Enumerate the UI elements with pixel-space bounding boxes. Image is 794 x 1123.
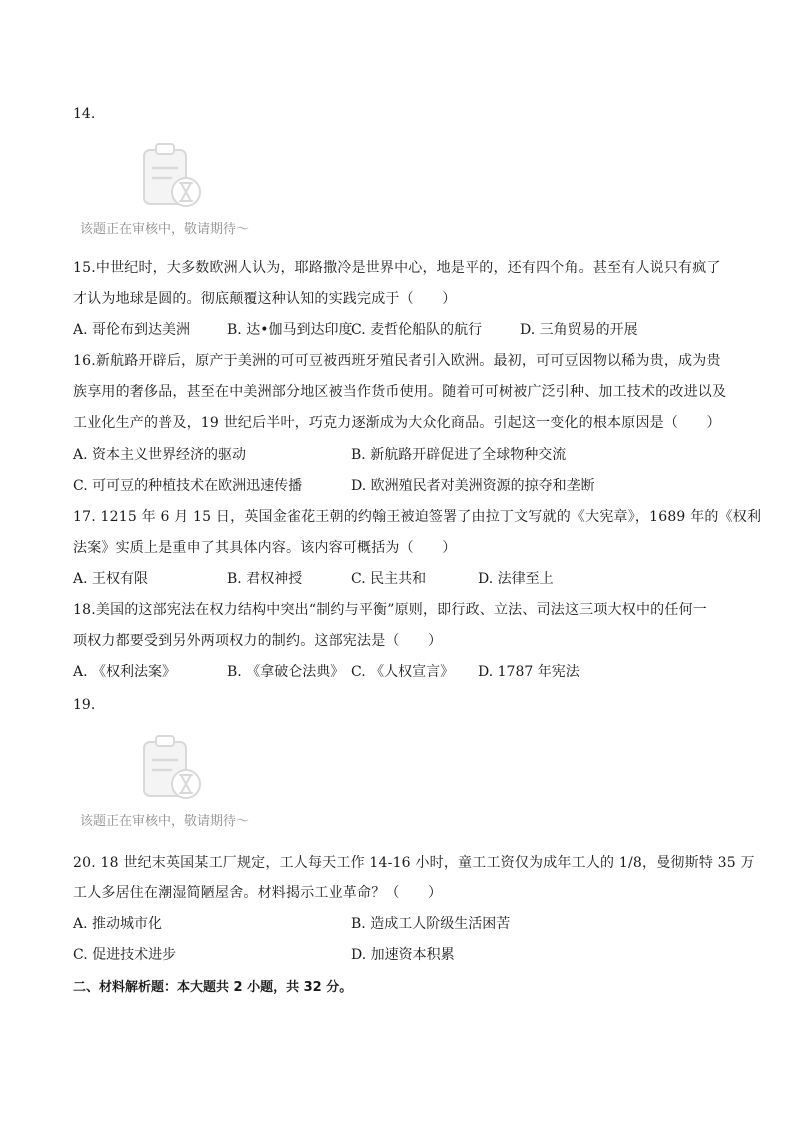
pending-review-block-14: [78, 142, 278, 242]
question-18-option-a[interactable]: A. 《权利法案》: [73, 664, 177, 680]
question-15-line-1: 15.中世纪时，大多数欧洲人认为，耶路撒冷是世界中心，地是平的，还有四个角。甚至有人说只有疯了: [73, 260, 721, 276]
question-19-number: 19.: [73, 697, 96, 713]
question-15-option-b[interactable]: B. 达•伽马到达印度: [227, 322, 353, 338]
question-17-line-1: 17. 1215 年 6 月 15 日，英国金雀花王朝的约翰王被迫签署了由拉丁文写就的《大宪章》，1689 年的《权利: [73, 509, 762, 525]
question-16-option-a[interactable]: A. 资本主义世界经济的驱动: [73, 447, 247, 463]
question-18-line-2: 项权力都要受到另外两项权力的制约。这部宪法是（ ）: [73, 633, 443, 649]
pending-review-text: 该题正在审核中，敬请期待～: [80, 814, 250, 829]
question-16-option-c[interactable]: C. 可可豆的种植技术在欧洲迅速传播: [73, 478, 303, 494]
clipboard-hourglass-icon: [140, 734, 206, 804]
question-20-line-1: 20. 18 世纪末英国某工厂规定，工人每天工作 14-16 小时，童工工资仅为成年工人的 1/8，曼彻斯特 35 万: [73, 855, 755, 871]
pending-review-block-19: [78, 734, 278, 834]
question-18-option-b[interactable]: B. 《拿破仑法典》: [227, 664, 345, 680]
clipboard-hourglass-icon: [140, 142, 206, 212]
question-20-option-c[interactable]: C. 促进技术进步: [73, 947, 177, 963]
question-17-line-2: 法案》实质上是重申了其具体内容。该内容可概括为（ ）: [73, 540, 457, 556]
question-18-option-d[interactable]: D. 1787 年宪法: [478, 664, 580, 680]
question-20-option-b[interactable]: B. 造成工人阶级生活困苦: [351, 916, 511, 932]
question-15-option-c[interactable]: C. 麦哲伦船队的航行: [351, 322, 483, 338]
question-17-option-b[interactable]: B. 君权神授: [227, 571, 303, 587]
pending-review-text: 该题正在审核中，敬请期待～: [80, 222, 250, 237]
question-16-line-2: 族享用的奢侈品，甚至在中美洲部分地区被当作货币使用。随着可可树被广泛引种、加工技术的改进以及: [73, 384, 727, 400]
question-20-option-a[interactable]: A. 推动城市化: [73, 916, 163, 932]
question-16-line-3: 工业化生产的普及，19 世纪后半叶，巧克力逐渐成为大众化商品。引起这一变化的根本原因是（ ）: [73, 415, 721, 431]
question-14-number: 14.: [73, 106, 96, 122]
question-15-option-d[interactable]: D. 三角贸易的开展: [520, 322, 638, 338]
question-20-line-2: 工人多居住在潮湿简陋屋舍。材料揭示工业革命？（ ）: [73, 885, 443, 901]
section-2-heading: 二、材料解析题：本大题共 2 小题，共 32 分。: [73, 980, 353, 995]
question-16-option-b[interactable]: B. 新航路开辟促进了全球物种交流: [351, 447, 567, 463]
question-17-option-c[interactable]: C. 民主共和: [351, 571, 427, 587]
question-20-option-d[interactable]: D. 加速资本积累: [351, 947, 455, 963]
question-18-option-c[interactable]: C. 《人权宣言》: [351, 664, 455, 680]
question-18-line-1: 18.美国的这部宪法在权力结构中突出“制约与平衡”原则，即行政、立法、司法这三项大权中的任何一: [73, 602, 707, 618]
question-17-option-d[interactable]: D. 法律至上: [478, 571, 554, 587]
question-15-option-a[interactable]: A. 哥伦布到达美洲: [73, 322, 191, 338]
question-17-option-a[interactable]: A. 王权有限: [73, 571, 149, 587]
question-16-option-d[interactable]: D. 欧洲殖民者对美洲资源的掠夺和垄断: [351, 478, 595, 494]
question-15-line-2: 才认为地球是圆的。彻底颠覆这种认知的实践完成于（ ）: [73, 291, 457, 307]
question-16-line-1: 16.新航路开辟后，原产于美洲的可可豆被西班牙殖民者引入欧洲。最初，可可豆因物以稀为贵，成为贵: [73, 353, 721, 369]
